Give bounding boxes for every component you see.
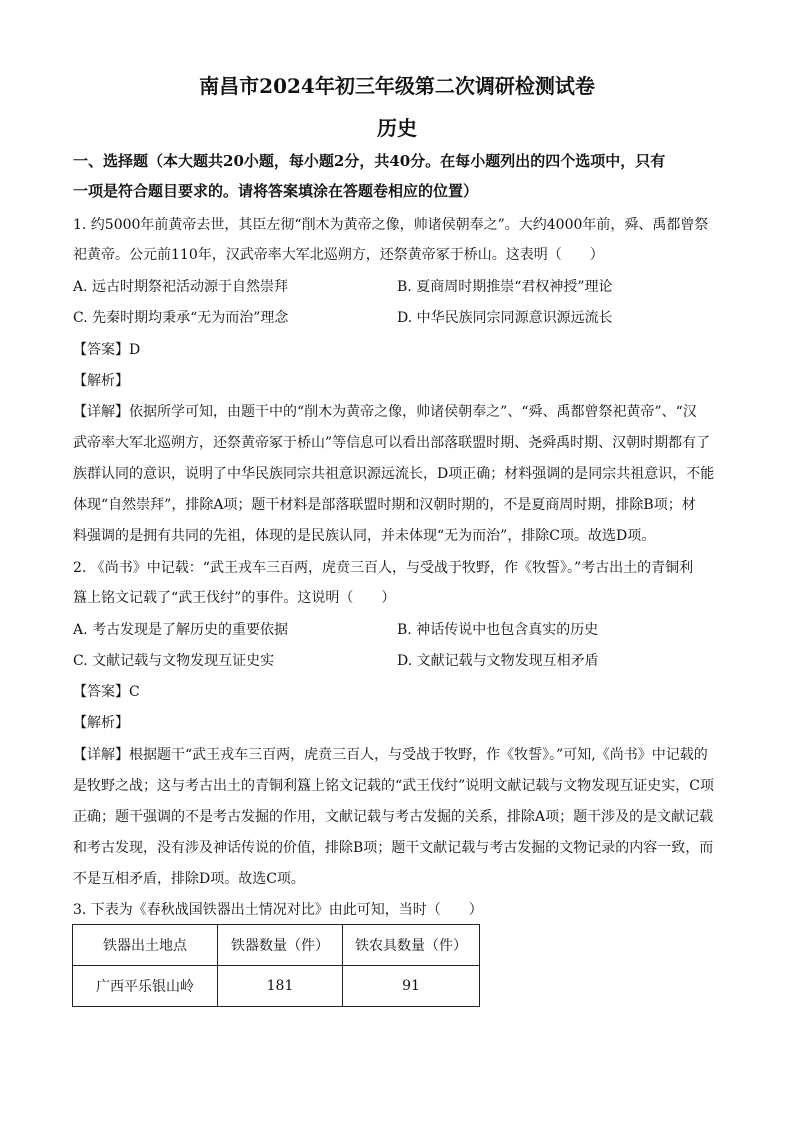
q1-option-c: C. 先秦时期均秉承“无为而治”理念 bbox=[73, 310, 289, 326]
table-header-cell: 铁器数量（件） bbox=[218, 925, 343, 966]
q1-detail-line: 【详解】依据所学可知，由题干中的“削木为黄帝之像，帅诸侯朝奉之”、“舜、禹都曾祭祀黄帝”、“汉 bbox=[73, 404, 697, 420]
table-header-row bbox=[73, 925, 480, 966]
table-cell: 91 bbox=[343, 966, 480, 1007]
q2-stem-line-2: 簋上铭文记载了“武王伐纣”的事件。这说明（ ） bbox=[73, 590, 396, 606]
q2-option-c: C. 文献记载与文物发现互证史实 bbox=[73, 653, 275, 669]
q1-option-d: D. 中华民族同宗同源意识源远流长 bbox=[397, 310, 613, 326]
q1-stem-line-1: 1. 约5000年前黄帝去世，其臣左彻“削木为黄帝之像，帅诸侯朝奉之”。大约4000年前，舜、禹都曾祭 bbox=[73, 217, 709, 233]
q1-analysis-label: 【解析】 bbox=[73, 373, 129, 389]
q2-detail-line: 是牧野之战；这与考古出土的青铜利簋上铭文记载的“武王伐纣”说明文献记载与文物发现互证史实，C项 bbox=[73, 778, 715, 794]
table-cell: 广西平乐银山岭 bbox=[73, 966, 218, 1007]
iron-artifacts-table bbox=[72, 924, 480, 1007]
table-header-cell: 铁器出土地点 bbox=[73, 925, 218, 966]
section-heading-line-2: 一项是符合题目要求的。请将答案填涂在答题卷相应的位置） bbox=[73, 182, 479, 200]
q1-stem-line-2: 祀黄帝。公元前110年，汉武帝率大军北巡朔方，还祭黄帝冢于桥山。这表明（ ） bbox=[73, 247, 604, 263]
q1-answer: 【答案】D bbox=[73, 342, 141, 358]
q2-option-d: D. 文献记载与文物发现互相矛盾 bbox=[397, 653, 599, 669]
section-heading-line-1: 一、选择题（本大题共20小题，每小题2分，共40分。在每小题列出的四个选项中，只有 bbox=[73, 152, 666, 170]
table-row bbox=[73, 966, 480, 1007]
q2-detail-line: 正确；题干强调的不是考古发掘的作用，文献记载与考古发掘的关系，排除A项；题干涉及的是文献记载 bbox=[73, 809, 714, 825]
q1-option-a: A. 远古时期祭祀活动源于自然崇拜 bbox=[73, 279, 289, 295]
q2-option-b: B. 神话传说中也包含真实的历史 bbox=[397, 622, 599, 638]
q2-analysis-label: 【解析】 bbox=[73, 715, 129, 731]
q1-detail-line: 武帝率大军北巡朔方，还祭黄帝冢于桥山”等信息可以看出部落联盟时期、尧舜禹时期、汉朝时期都有了 bbox=[73, 435, 711, 451]
table-header-cell: 铁农具数量（件） bbox=[343, 925, 480, 966]
q1-detail-line: 料强调的是拥有共同的先祖，体现的是民族认同，并未体现“无为而治”，排除C项。故选D项。 bbox=[73, 528, 656, 544]
q1-option-b: B. 夏商周时期推崇“君权神授”理论 bbox=[397, 279, 613, 295]
exam-title: 南昌市2024年初三年级第二次调研检测试卷 bbox=[199, 74, 595, 98]
table-cell: 181 bbox=[218, 966, 343, 1007]
subject-title: 历史 bbox=[377, 116, 417, 140]
q2-detail-line: 【详解】根据题干“武王戎车三百两，虎贲三百人，与受战于牧野，作《牧誓》。”可知,《尚书》中记载的 bbox=[73, 747, 708, 763]
q2-stem-line-1: 2. 《尚书》中记载：“武王戎车三百两，虎贲三百人，与受战于牧野，作《牧誓》。”考古出土的青铜利 bbox=[73, 560, 694, 576]
q2-option-a: A. 考古发现是了解历史的重要依据 bbox=[73, 622, 289, 638]
q1-detail-line: 族群认同的意识，说明了中华民族同宗共祖意识源远流长，D项正确；材料强调的是同宗共祖意识，不能 bbox=[73, 466, 715, 482]
q2-detail-line: 和考古发现，没有涉及神话传说的价值，排除B项；题干文献记载与考古发掘的文物记录的内容一致，而 bbox=[73, 840, 714, 856]
q2-answer: 【答案】C bbox=[73, 684, 140, 700]
q3-stem: 3. 下表为《春秋战国铁器出土情况对比》由此可知，当时（ ） bbox=[73, 902, 483, 918]
q1-detail-line: 体现“自然崇拜”，排除A项；题干材料是部落联盟时期和汉朝时期的，不是夏商周时期，排除B项；材 bbox=[73, 497, 696, 513]
q2-detail-line: 不是互相矛盾，排除D项。故选C项。 bbox=[73, 871, 305, 887]
